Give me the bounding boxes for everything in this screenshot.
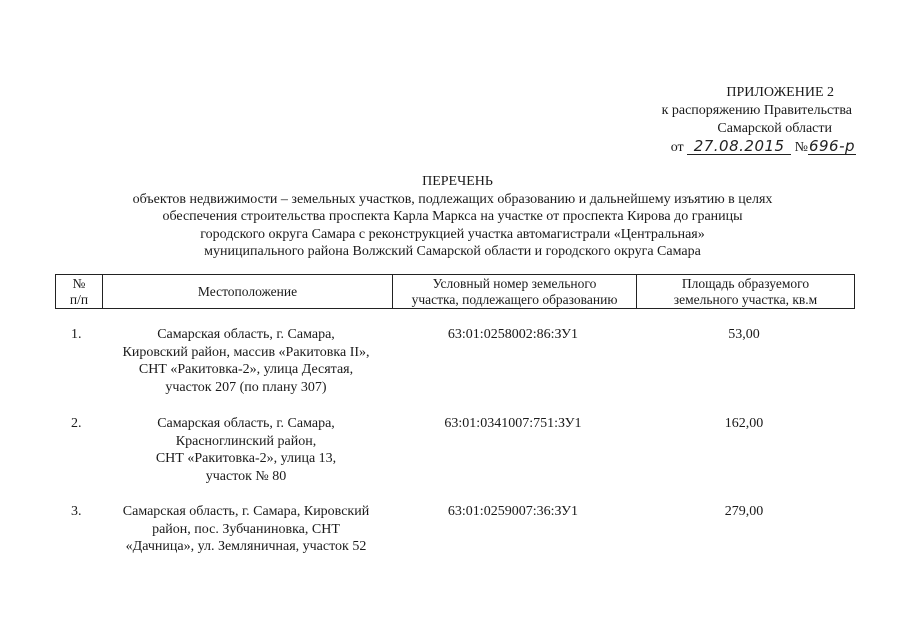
table-row [55,503,855,556]
table-row [55,326,855,396]
row-location: Самарская область, г. Самара, Кировский район, пос. Зубчаниновка, СНТ «Дачница», ул. Земляничная, участок 52 [122,504,370,554]
row-cadastral-number: 63:01:0259007:36:ЗУ1 [447,504,579,519]
number-prefix: № [794,140,808,155]
title-line-2: обеспечения строительства проспекта Карла Маркса на участке от проспекта Кирова до границы [162,209,743,224]
header-location: Местоположение [102,275,392,308]
row-number: 2. [71,416,82,431]
header-number: № п/п [69,275,89,307]
row-area: 53,00 [728,327,760,342]
row-location: Самарская область, г. Самара, Красноглинский район, СНТ «Ракитовка-2», улица 13, участок № 80 [155,416,337,484]
row-area: 279,00 [724,504,764,519]
handwritten-date: 27.08.2015 [687,139,791,155]
date-prefix: от [670,140,684,155]
row-cadastral-number: 63:01:0341007:751:ЗУ1 [444,416,582,431]
title-line-1: объектов недвижимости – земельных участков, подлежащих образованию и дальнейшему изъятию в целях [132,191,773,207]
row-area: 162,00 [724,416,764,431]
document-title-block [0,173,905,261]
row-number: 1. [71,327,82,342]
header-area: Площадь образуемого земельного участка, кв.м [636,275,854,308]
appendix-header [600,84,872,157]
title-line-3: городского округа Самара с реконструкцией участка автомагистрали «Центральная» [200,226,705,242]
header-cadastral-number: Условный номер земельного участка, подлежащего образованию [392,275,636,308]
appendix-title: ПРИЛОЖЕНИЕ 2 [726,85,834,100]
table-row [55,415,855,485]
title-line-4: муниципального района Волжский Самарской области и городского округа Самара [204,244,701,259]
handwritten-order-number: 696-р [808,137,856,155]
appendix-region: Самарской области [717,121,832,136]
table-header [55,274,855,309]
appendix-date-line [600,139,872,157]
appendix-order-reference: к распоряжению Правительства [661,103,852,118]
document-heading: ПЕРЕЧЕНЬ [422,174,493,189]
row-location: Самарская область, г. Самара, Кировский район, массив «Ракитовка II», СНТ «Ракитовка-2», улица Десятая, участок 207 (по плану 307) [122,327,370,395]
row-number: 3. [71,504,82,519]
row-cadastral-number: 63:01:0258002:86:ЗУ1 [447,327,579,342]
